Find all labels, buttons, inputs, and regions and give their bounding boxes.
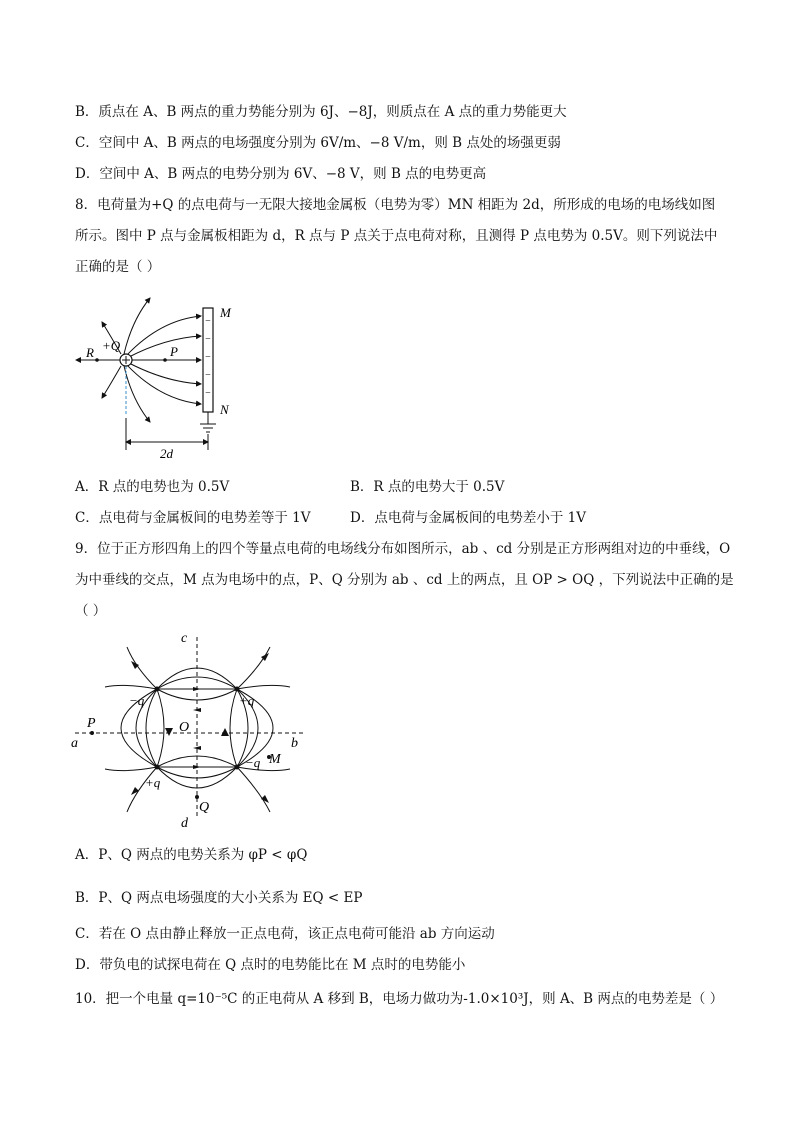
label-r: R [86, 345, 94, 360]
q7-option-d: D．空间中 A、B 两点的电势分别为 6V、−8 V，则 B 点的电势更高 [75, 166, 487, 182]
q9-option-d: D．带负电的试探电荷在 Q 点时的电势能比在 M 点时的电势能小 [75, 957, 466, 973]
q10-stem: 10．把一个电量 q=10⁻⁵C 的正电荷从 A 移到 B，电场力做功为-1.0×10³J，则 A、B 两点的电势差是（ ） [75, 991, 724, 1007]
label-p: P [170, 344, 178, 359]
label-n: N [220, 402, 229, 417]
label-m: M [269, 752, 281, 767]
label-c: c [181, 631, 188, 646]
charge-label-br: −q [245, 755, 261, 770]
q8-stem-line1: 8．电荷量为+Q 的点电荷与一无限大接地金属板（电势为零）MN 相距为 2d，所形成的电场的电场线如图 [75, 197, 716, 213]
q9-option-c: C．若在 O 点由静止释放一正点电荷，该正点电荷可能沿 ab 方向运动 [75, 926, 495, 942]
q8-stem-line2: 所示。图中 P 点与金属板相距为 d，R 点与 P 点关于点电荷对称，且测得 P 点电势为 0.5V。则下列说法中 [75, 228, 718, 244]
q7-option-b: B．质点在 A、B 两点的重力势能分别为 6J、−8J，则质点在 A 点的重力势能更大 [75, 104, 567, 120]
label-p: P [87, 716, 96, 731]
q8-option-c: C．点电荷与金属板间的电势差等于 1V [75, 510, 311, 526]
charge-label-tl: −q [129, 693, 145, 708]
plate-charge-sign: − [205, 352, 211, 363]
q9-stem-line2: 为中垂线的交点，M 点为电场中的点，P、Q 分别为 ab 、cd 上的两点，且 OP > OQ ，下列说法中正确的是 [75, 572, 734, 588]
q9-figure [65, 627, 315, 832]
plate-charge-sign: − [205, 370, 211, 381]
q9-option-b: B．P、Q 两点电场强度的大小关系为 EQ < EP [75, 890, 363, 906]
q7-option-c: C．空间中 A、B 两点的电场强度分别为 6V/m、−8 V/m，则 B 点处的场强更弱 [75, 135, 561, 151]
q8-figure [60, 290, 250, 465]
charge-label-tr: +q [239, 693, 255, 708]
label-a: a [71, 736, 78, 751]
q8-stem-line3: 正确的是（ ） [75, 259, 161, 275]
label-m: M [220, 305, 231, 320]
plate-charge-sign: − [205, 388, 211, 399]
plate-charge-sign: − [205, 316, 211, 327]
label-2d: 2d [160, 446, 173, 461]
q8-option-d: D．点电荷与金属板间的电势差小于 1V [350, 510, 586, 526]
q9-stem-line1: 9．位于正方形四角上的四个等量点电荷的电场线分布如图所示，ab 、cd 分别是正方形两组对边的中垂线，O [75, 541, 731, 557]
plate-charge-sign: − [205, 334, 211, 345]
q9-stem-line3: （ ） [75, 603, 107, 619]
q8-option-a: A．R 点的电势也为 0.5V [75, 479, 230, 495]
q9-option-a: A．P、Q 两点的电势关系为 φP < φQ [75, 847, 308, 863]
label-d: d [181, 816, 188, 831]
label-plus-q: +Q [102, 338, 121, 353]
label-b: b [291, 736, 298, 751]
label-q: Q [199, 800, 210, 815]
label-o: O [179, 720, 190, 735]
charge-label-bl: +q [145, 775, 161, 790]
q8-option-b: B．R 点的电势大于 0.5V [350, 479, 505, 495]
